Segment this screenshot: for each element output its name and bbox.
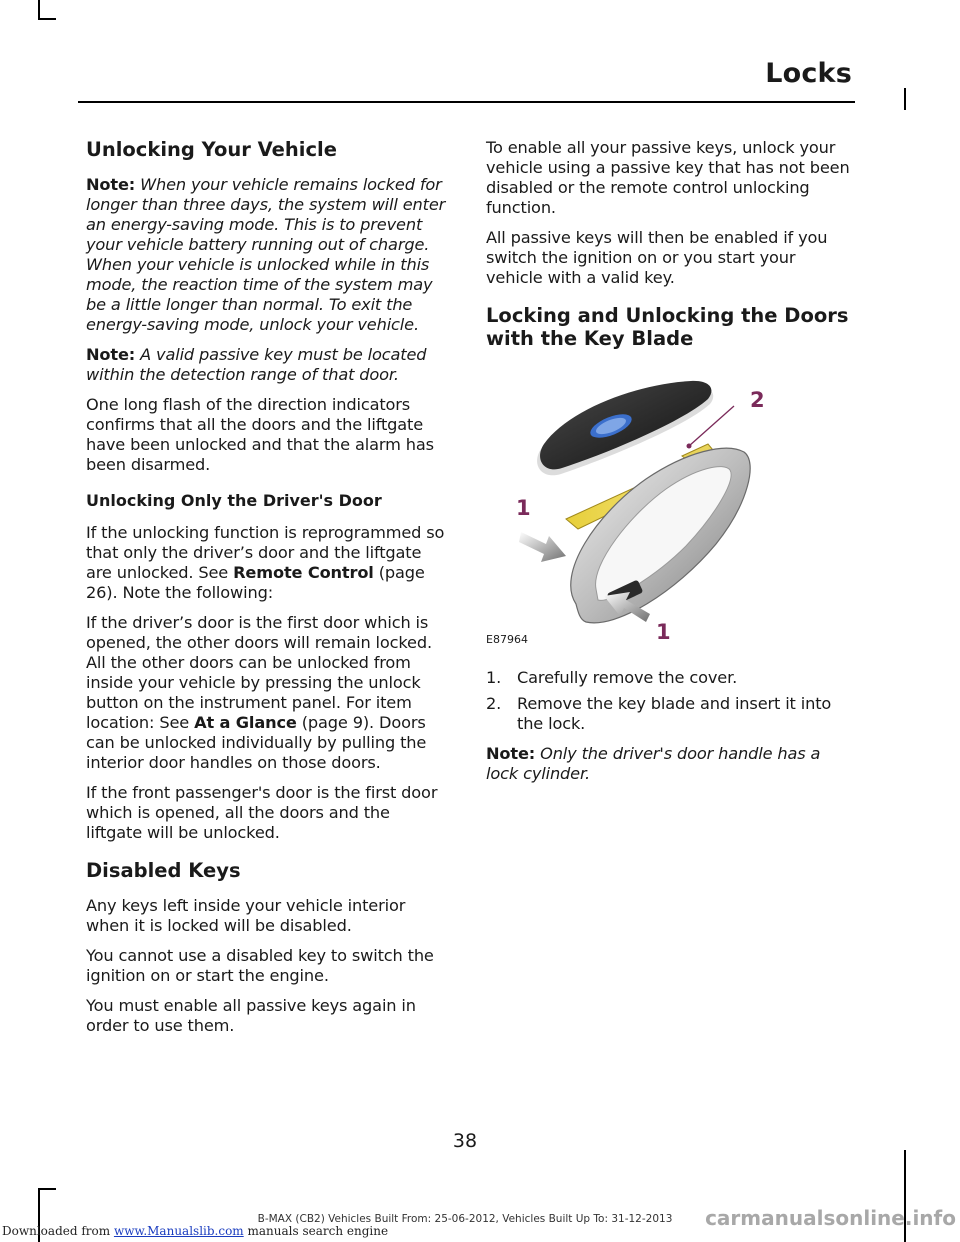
note-text: A valid passive key must be located within the detection range of that door. [86,345,427,384]
paragraph-flash: One long flash of the direction indicators confirms that all the doors and the liftgate have been unlocked and that the alarm has been disarmed. [86,395,434,474]
page-number: 38 [452,1130,478,1152]
heading-disabled-keys: Disabled Keys [86,859,241,882]
paragraph-enable-keys: To enable all your passive keys, unlock your vehicle using a passive key that has not been disabled or the remote control unlocking function. [486,138,850,217]
paragraph-disabled-3: You must enable all passive keys again in order to use them. [86,996,416,1035]
right-column [486,138,850,794]
left-column [86,138,450,1046]
paragraph-disabled-1: Any keys left inside your vehicle interior when it is locked will be disabled. [86,896,406,935]
paragraph-reprogrammed: If the unlocking function is reprogrammed so that only the driver’s door and the liftgate are unlocked. See Remote Control (page 26). Note the following: [86,523,445,602]
list-item: 1. Carefully remove the cover. [486,668,738,687]
key-fob-drawing [486,364,850,654]
note-passive-key [86,345,450,385]
vehicle-build-info: B-MAX (CB2) Vehicles Built From: 25-06-2012, Vehicles Built Up To: 31-12-2013 [257,1213,673,1225]
key-shell-part [571,448,750,623]
note-label: Note: [86,175,136,194]
heading-key-blade: Locking and Unlocking the Doors with the Key Blade [486,304,849,350]
note-label: Note: [486,744,536,763]
paragraph-keys-enabled: All passive keys will then be enabled if you switch the ignition on or you start your vehicle with a valid key. [486,228,828,287]
paragraph-passenger-door: If the front passenger's door is the first door which is opened, all the doors and the liftgate will be unlocked. [86,783,438,842]
callout-1-left: 1 [516,496,531,520]
note-lock-cylinder [486,744,850,784]
note-text: Only the driver's door handle has a lock cylinder. [486,744,821,783]
link-at-a-glance[interactable]: At a Glance [194,713,297,732]
callout-dot [687,444,692,449]
crop-mark [904,88,906,110]
manualslib-link[interactable]: www.Manualslib.com [113,1224,244,1238]
header-divider [78,101,855,103]
crop-mark [38,0,40,18]
crop-mark [38,1188,56,1190]
note-label: Note: [86,345,136,364]
note-energy-saving [86,175,450,335]
figure-id: E87964 [486,633,528,646]
paragraph-first-door: If the driver’s door is the first door which is opened, the other doors will remain locked. All the other doors can be unlocked from inside your vehicle by pressing the unlock button on the instrument panel. For item location: See At a Glance (page 9). Doors can be unlocked individually by pulling the interior door handles on those doors. [86,613,432,772]
paragraph-disabled-2: You cannot use a disabled key to switch the ignition on or start the engine. [86,946,434,985]
link-remote-control[interactable]: Remote Control [233,563,374,582]
steps-list [486,668,850,734]
watermark: carmanualsonline.info [705,1206,956,1230]
callout-2: 2 [750,388,765,412]
list-item: 2. Remove the key blade and insert it into the lock. [486,694,832,733]
note-text: When your vehicle remains locked for longer than three days, the system will enter an energy-saving mode. This is to prevent your vehicle battery running out of charge. When your vehicle is unlocked while in this mode, the reaction time of the system may be a little longer than normal. To exit the energy-saving mode, unlock your vehicle. [86,175,446,334]
download-notice: Downloaded from www.Manualslib.com manuals search engine [2,1224,389,1238]
page-title: Locks [765,58,852,89]
callout-1-bottom: 1 [656,620,671,644]
crop-mark [38,18,56,20]
arrow-left-icon [519,532,566,562]
heading-drivers-door: Unlocking Only the Driver's Door [86,491,382,510]
key-blade-illustration [486,364,850,654]
heading-unlocking-vehicle: Unlocking Your Vehicle [86,138,337,161]
